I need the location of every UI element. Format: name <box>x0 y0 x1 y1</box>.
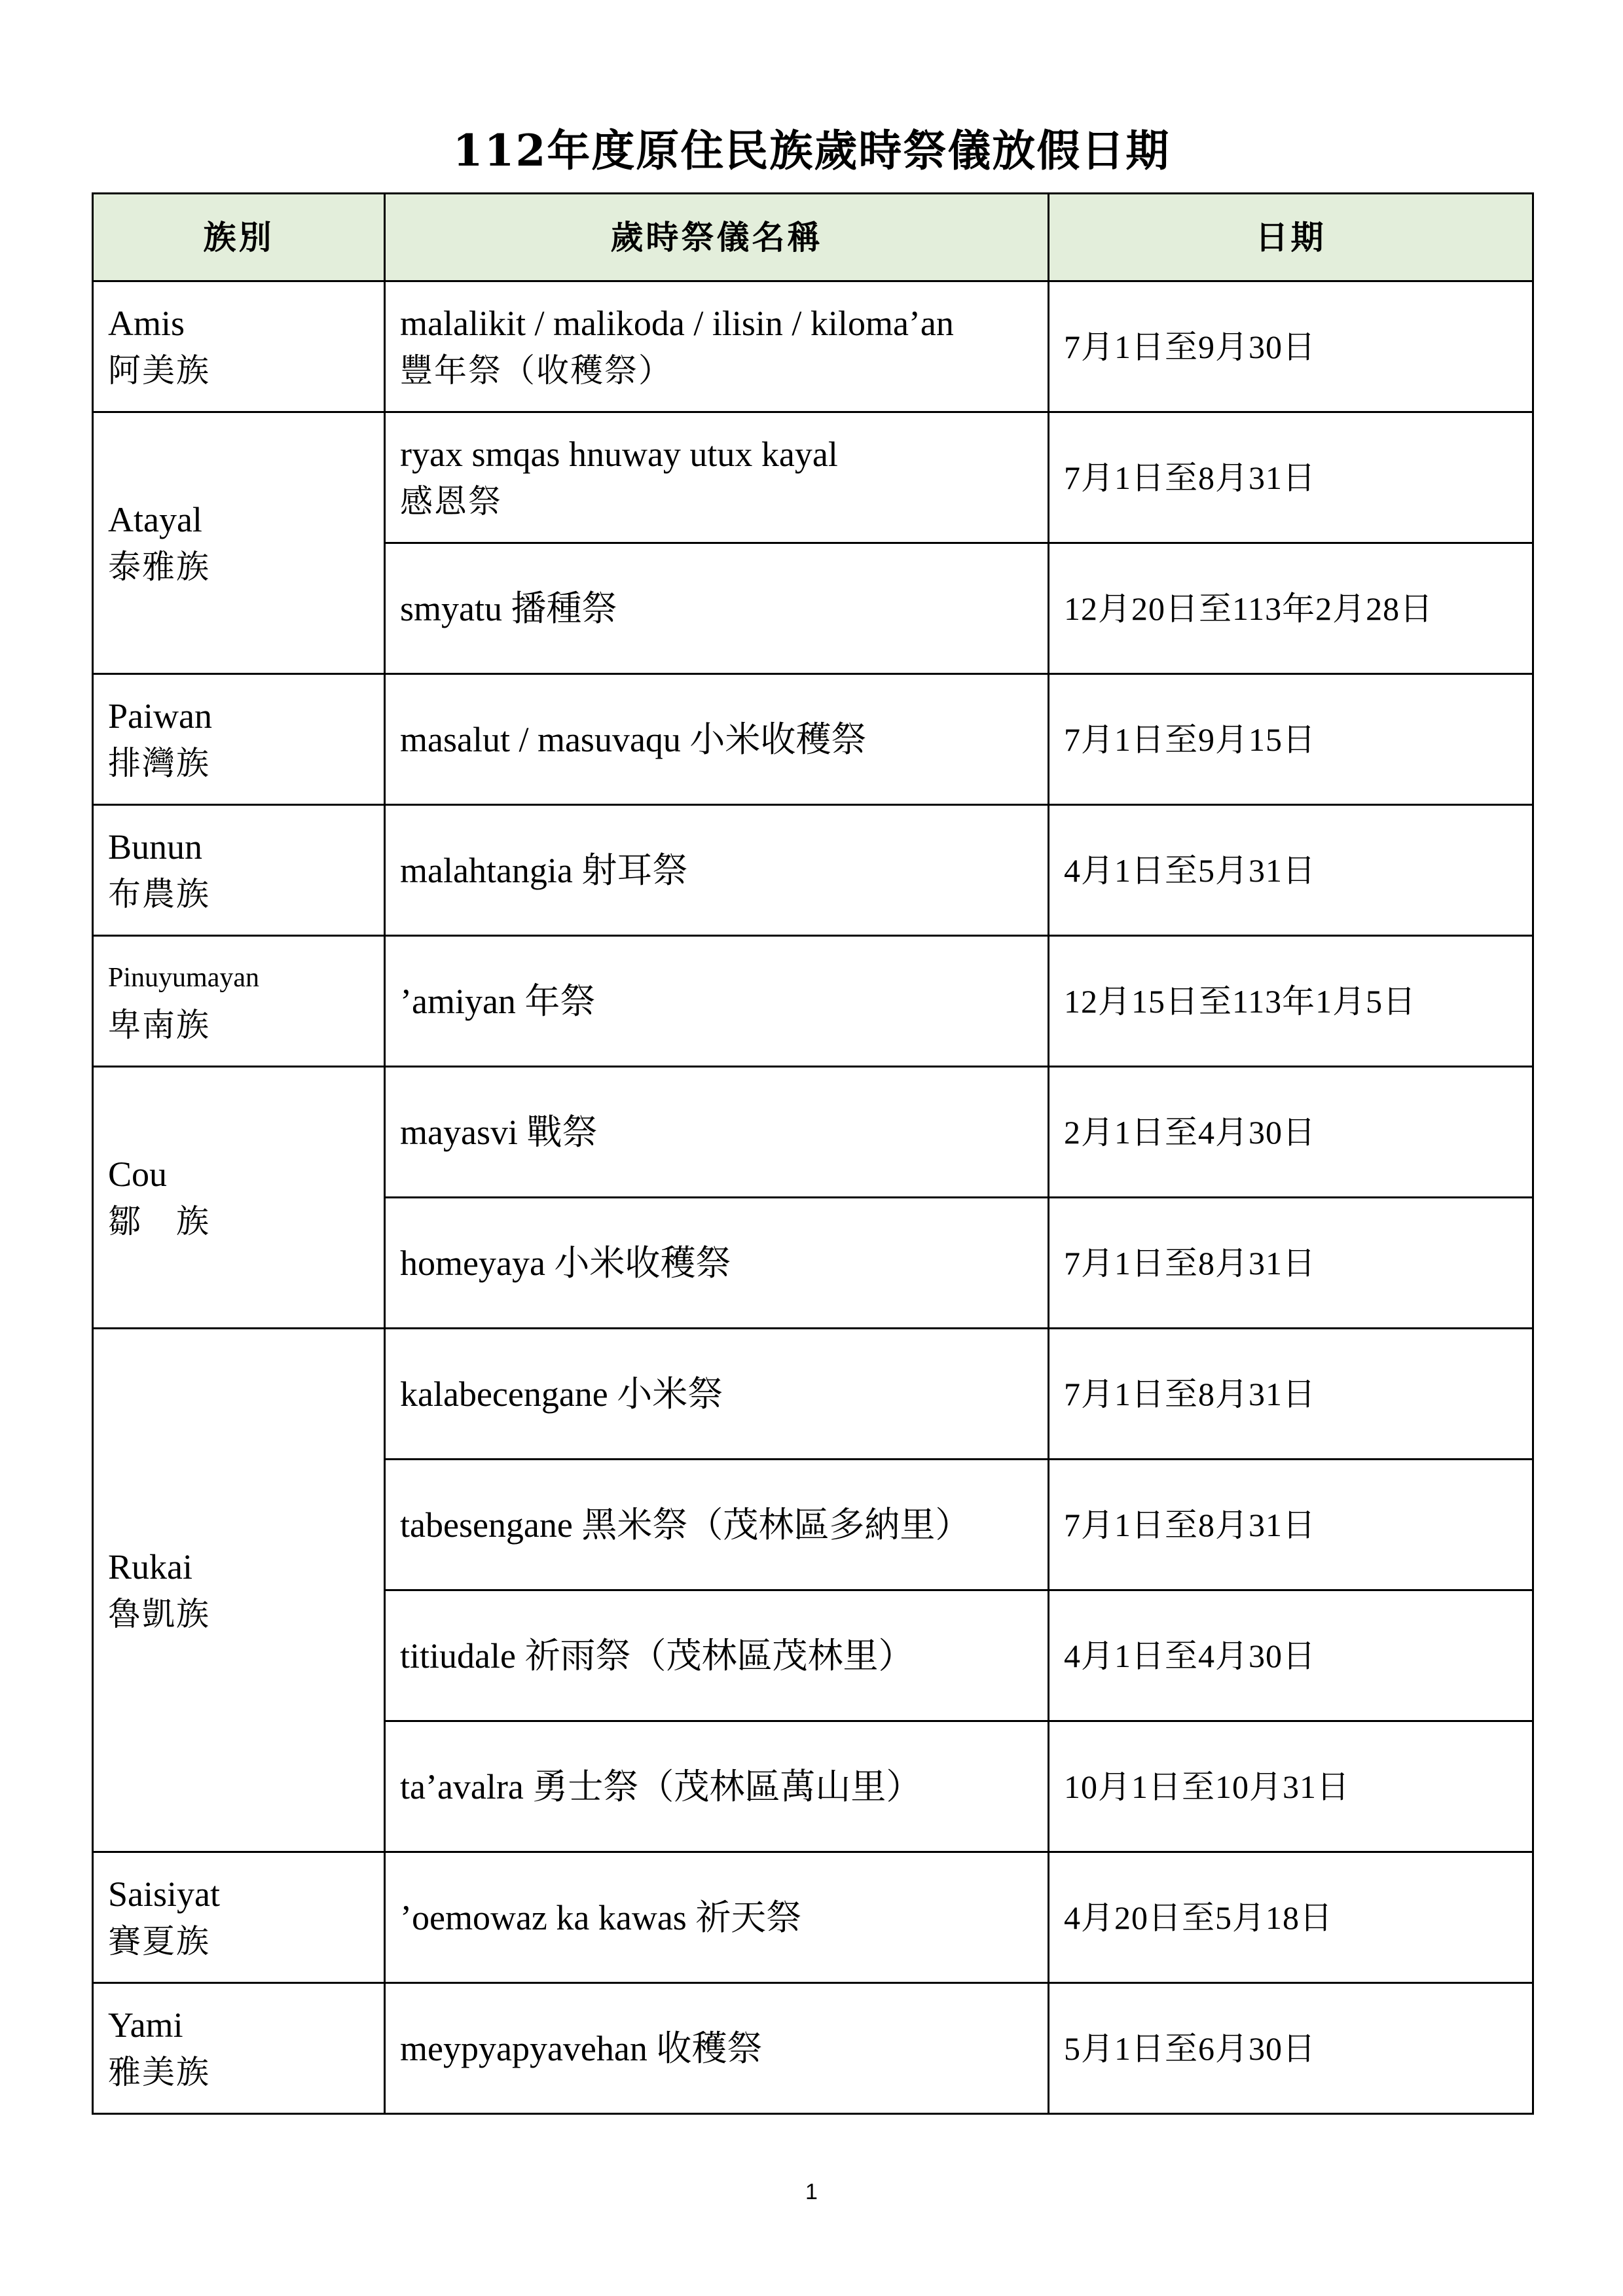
table-row <box>93 1067 1533 1198</box>
page-title: 112年度原住民族歲時祭儀放假日期 <box>452 125 1171 176</box>
ceremony-cell <box>385 1067 1049 1198</box>
tribe-chinese-name: 泰雅族 <box>108 547 210 586</box>
ceremony-name: ta’avalra 勇士祭（茂林區萬山里） <box>400 1767 922 1806</box>
table-row <box>93 1983 1533 2114</box>
tribe-english-name: Saisiyat <box>108 1874 220 1914</box>
tribe-chinese-name: 鄒 族 <box>108 1202 210 1240</box>
tribe-cell <box>93 1329 385 1852</box>
tribe-chinese-name: 雅美族 <box>108 2053 210 2091</box>
ceremony-cell <box>385 1983 1049 2114</box>
ceremony-name: malalikit / malikoda / ilisin / kiloma’an <box>400 303 954 343</box>
date-cell: 7月1日至8月31日 <box>1049 412 1533 543</box>
table-row <box>93 281 1533 412</box>
date-cell: 7月1日至9月15日 <box>1049 674 1533 805</box>
tribe-english-name: Rukai <box>108 1547 192 1587</box>
ceremony-name-chinese: 豐年祭（收穫祭） <box>400 351 672 389</box>
ceremony-name: ’amiyan 年祭 <box>400 981 596 1021</box>
page-number: 1 <box>805 2179 818 2204</box>
tribe-cell <box>93 936 385 1067</box>
tribe-english-name: Amis <box>108 303 185 343</box>
column-header-ceremony: 歲時祭儀名稱 <box>385 194 1049 281</box>
date-cell: 4月1日至4月30日 <box>1049 1590 1533 1721</box>
tribe-chinese-name: 阿美族 <box>108 351 210 389</box>
ceremony-name: tabesengane 黑米祭（茂林區多納里） <box>400 1505 971 1545</box>
ceremony-name: ryax smqas hnuway utux kayal <box>400 434 838 474</box>
ceremony-cell <box>385 412 1049 543</box>
ceremony-cell <box>385 805 1049 936</box>
date-cell: 5月1日至6月30日 <box>1049 1983 1533 2114</box>
date-cell: 4月1日至5月31日 <box>1049 805 1533 936</box>
tribe-cell <box>93 1983 385 2114</box>
ceremony-cell <box>385 936 1049 1067</box>
date-cell: 12月15日至113年1月5日 <box>1049 936 1533 1067</box>
ceremony-cell <box>385 281 1049 412</box>
tribe-english-name: Pinuyumayan <box>108 962 259 993</box>
ceremony-cell <box>385 1198 1049 1329</box>
tribe-chinese-name: 布農族 <box>108 874 210 913</box>
date-cell: 4月20日至5月18日 <box>1049 1852 1533 1983</box>
ceremony-cell <box>385 1460 1049 1590</box>
holiday-table <box>92 192 1534 2115</box>
ceremony-cell <box>385 1721 1049 1852</box>
tribe-english-name: Yami <box>108 2005 183 2045</box>
date-cell: 7月1日至8月31日 <box>1049 1460 1533 1590</box>
ceremony-cell <box>385 1852 1049 1983</box>
table-header-row <box>93 194 1533 281</box>
table-row <box>93 674 1533 805</box>
ceremony-name: kalabecengane 小米祭 <box>400 1374 723 1414</box>
tribe-chinese-name: 排灣族 <box>108 744 210 782</box>
ceremony-name: masalut / masuvaqu 小米收穫祭 <box>400 719 867 759</box>
tribe-chinese-name: 魯凱族 <box>108 1594 210 1633</box>
table-row <box>93 412 1533 543</box>
tribe-english-name: Cou <box>108 1154 168 1194</box>
date-cell: 10月1日至10月31日 <box>1049 1721 1533 1852</box>
ceremony-name: ’oemowaz ka kawas 祈天祭 <box>400 1897 802 1937</box>
date-cell: 12月20日至113年2月28日 <box>1049 543 1533 674</box>
table-body <box>93 281 1533 2114</box>
ceremony-name: homeyaya 小米收穫祭 <box>400 1243 731 1283</box>
tribe-english-name: Bunun <box>108 827 203 867</box>
ceremony-cell <box>385 543 1049 674</box>
date-cell: 7月1日至8月31日 <box>1049 1329 1533 1460</box>
tribe-cell <box>93 674 385 805</box>
tribe-english-name: Atayal <box>108 499 202 539</box>
tribe-chinese-name: 賽夏族 <box>108 1922 210 1960</box>
table-row <box>93 1329 1533 1460</box>
column-header-tribe: 族別 <box>93 194 385 281</box>
tribe-cell <box>93 281 385 412</box>
ceremony-name: mayasvi 戰祭 <box>400 1112 598 1152</box>
tribe-cell <box>93 805 385 936</box>
ceremony-name: smyatu 播種祭 <box>400 588 617 628</box>
ceremony-cell <box>385 1590 1049 1721</box>
table-row <box>93 805 1533 936</box>
ceremony-name: titiudale 祈雨祭（茂林區茂林里） <box>400 1636 914 1676</box>
date-cell: 7月1日至8月31日 <box>1049 1198 1533 1329</box>
date-cell: 2月1日至4月30日 <box>1049 1067 1533 1198</box>
ceremony-name: malahtangia 射耳祭 <box>400 850 688 890</box>
tribe-english-name: Paiwan <box>108 696 212 736</box>
tribe-cell <box>93 1852 385 1983</box>
ceremony-cell <box>385 1329 1049 1460</box>
table-row <box>93 1852 1533 1983</box>
tribe-cell <box>93 1067 385 1329</box>
tribe-chinese-name: 卑南族 <box>108 1005 210 1044</box>
table-row <box>93 936 1533 1067</box>
tribe-cell <box>93 412 385 674</box>
ceremony-cell <box>385 674 1049 805</box>
ceremony-name: meypyapyavehan 收穫祭 <box>400 2028 763 2068</box>
column-header-date: 日期 <box>1049 194 1533 281</box>
ceremony-name-chinese: 感恩祭 <box>400 482 502 520</box>
date-cell: 7月1日至9月30日 <box>1049 281 1533 412</box>
